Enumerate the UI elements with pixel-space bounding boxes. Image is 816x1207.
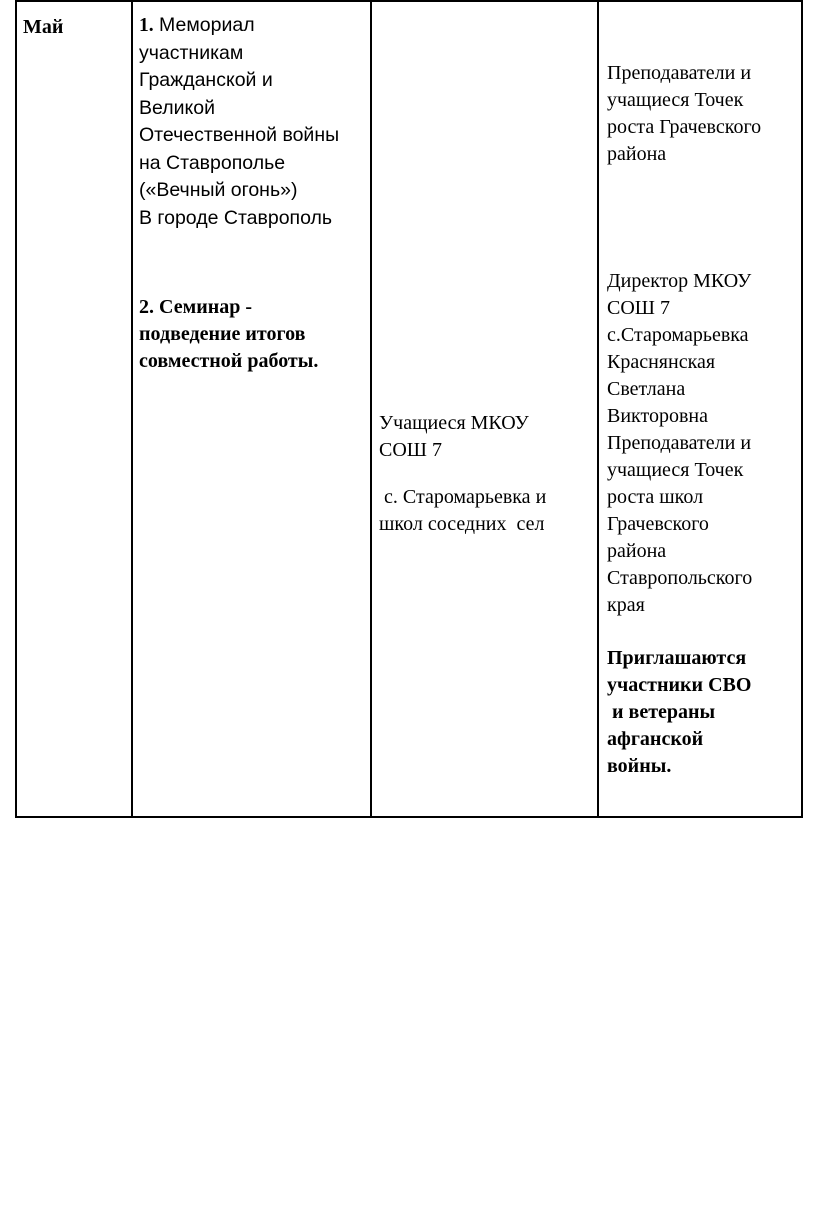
invitation-line: участники СВО <box>607 674 752 696</box>
participants-line: СОШ 7 <box>379 439 442 461</box>
activity-item-2-line: 2. Семинар - <box>139 296 253 318</box>
responsible-line: учащиеся Точек <box>607 459 744 481</box>
responsible-line: края <box>607 594 645 616</box>
participants-cell <box>371 1 598 817</box>
responsible-line: роста школ <box>607 486 704 508</box>
responsible-block-1 <box>607 60 799 168</box>
activity-item-2-line: совместной работы. <box>139 350 319 372</box>
responsible-cell <box>598 1 802 817</box>
participants-text <box>379 410 593 538</box>
responsible-line: Директор МКОУ <box>607 270 752 292</box>
activity-item-1-line: Отечественной войны <box>139 124 340 146</box>
invitation-note <box>607 645 799 780</box>
activity-item-1-line: Великой <box>139 96 215 119</box>
responsible-line: СОШ 7 <box>607 297 670 319</box>
activities-cell <box>132 1 371 817</box>
activity-item-1-line: В городе Ставрополь <box>139 206 333 229</box>
invitation-line: афганской <box>607 728 704 750</box>
responsible-line: Преподаватели и <box>607 432 752 454</box>
invitation-line: Приглашаются <box>607 647 747 669</box>
activity-item-2-line: подведение итогов <box>139 323 306 345</box>
month-label: Май <box>23 16 64 38</box>
participants-line: с. Старомарьевка и <box>379 486 547 508</box>
table-row <box>16 1 802 817</box>
activity-item-1-line: на Ставрополье <box>139 151 286 174</box>
responsible-line: Ставропольского <box>607 567 753 589</box>
activity-item-1-line: Гражданской и <box>139 69 273 91</box>
invitation-line: войны. <box>607 755 672 777</box>
responsible-line: Преподаватели и <box>607 62 752 84</box>
activity-item-1-number: 1. <box>139 15 154 36</box>
responsible-line: с.Старомарьевка <box>607 324 749 346</box>
responsible-line: роста Грачевского <box>607 116 762 138</box>
month-cell <box>16 1 132 817</box>
responsible-line: Краснянская <box>607 351 716 373</box>
responsible-block-2 <box>607 268 799 780</box>
activity-item-2 <box>139 294 364 375</box>
responsible-line: Грачевского <box>607 513 709 535</box>
responsible-line: учащиеся Точек <box>607 89 744 111</box>
activity-item-1-line: Мемориал <box>159 14 255 36</box>
responsible-line: района <box>607 540 667 562</box>
participants-line: школ соседних сел <box>379 513 545 535</box>
activity-item-1-line: («Вечный огонь») <box>139 179 298 201</box>
schedule-table <box>15 0 803 818</box>
activity-item-1-line: участникам <box>139 41 244 64</box>
activity-item-1 <box>139 2 364 232</box>
responsible-line: Светлана <box>607 378 686 400</box>
invitation-line: и ветераны <box>607 701 716 723</box>
participants-line: Учащиеся МКОУ <box>379 412 529 434</box>
responsible-line: Викторовна <box>607 405 708 427</box>
responsible-line: района <box>607 143 667 165</box>
